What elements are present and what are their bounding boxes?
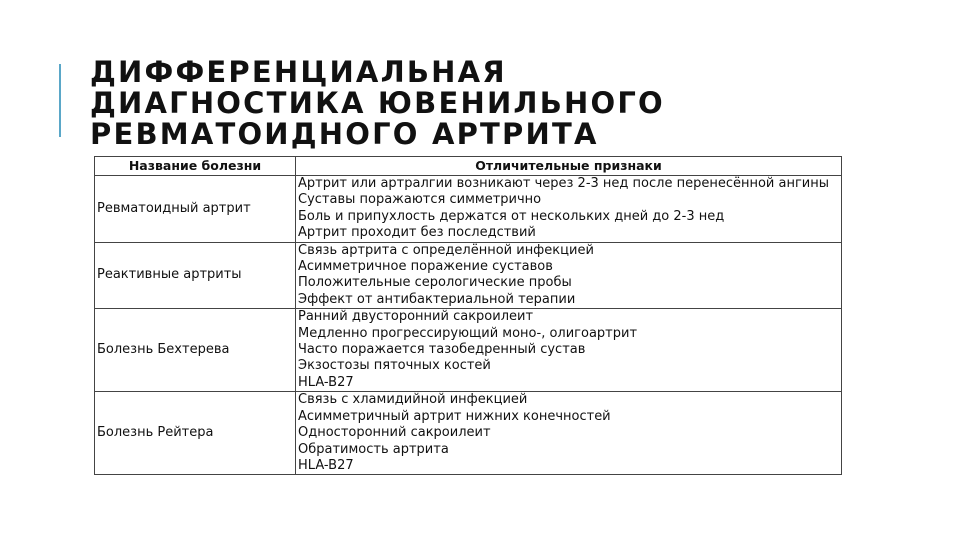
header-distinctive-signs: Отличительные признаки bbox=[296, 157, 842, 176]
sign-item: HLA-B27 bbox=[298, 374, 354, 390]
title-line: РЕВМАТОИДНОГО АРТРИТА bbox=[90, 117, 599, 151]
sign-item: HLA-B27 bbox=[298, 457, 354, 473]
sign-item: Артрит проходит без последствий bbox=[298, 225, 536, 241]
disease-name-cell: Болезнь Рейтера bbox=[95, 392, 296, 475]
sign-item: Асимметричное поражение суставов bbox=[298, 259, 553, 275]
sign-item: Связь с хламидийной инфекцией bbox=[298, 392, 528, 408]
table-row bbox=[95, 309, 842, 392]
title-line: ДИФФЕРЕНЦИАЛЬНАЯ bbox=[90, 55, 507, 89]
sign-item: Суставы поражаются симметрично bbox=[298, 192, 542, 208]
header-disease-name: Название болезни bbox=[95, 157, 296, 176]
sign-item: Боль и припухлость держатся от нескольких дней до 2-3 нед bbox=[298, 208, 725, 224]
table-row bbox=[95, 176, 842, 243]
sign-item: Экзостозы пяточных костей bbox=[298, 358, 491, 374]
sign-item: Обратимость артрита bbox=[298, 441, 449, 457]
title-accent-bar bbox=[59, 64, 61, 137]
signs-cell bbox=[296, 309, 842, 392]
table-header-row bbox=[95, 157, 842, 176]
sign-item: Медленно прогрессирующий моно-, олигоартрит bbox=[298, 325, 638, 341]
signs-cell bbox=[296, 242, 842, 309]
sign-item: Часто поражается тазобедренный сустав bbox=[298, 342, 586, 358]
sign-item: Эффект от антибактериальной терапии bbox=[298, 291, 576, 307]
sign-item: Положительные серологические пробы bbox=[298, 275, 572, 291]
title-line: ДИАГНОСТИКА ЮВЕНИЛЬНОГО bbox=[90, 86, 665, 120]
signs-cell bbox=[296, 392, 842, 475]
table-row bbox=[95, 392, 842, 475]
sign-item: Асимметричный артрит нижних конечностей bbox=[298, 408, 611, 424]
disease-name-cell: Реактивные артриты bbox=[95, 242, 296, 309]
disease-name-cell: Ревматоидный артрит bbox=[95, 176, 296, 243]
slide-title bbox=[90, 57, 930, 150]
signs-cell bbox=[296, 176, 842, 243]
sign-item: Связь артрита с определённой инфекцией bbox=[298, 242, 594, 258]
differential-diagnosis-table bbox=[94, 156, 842, 475]
sign-item: Артрит или артралгии возникают через 2-3 нед после перенесённой ангины bbox=[298, 176, 830, 191]
sign-item: Ранний двусторонний сакроилеит bbox=[298, 309, 534, 325]
table-row bbox=[95, 242, 842, 309]
disease-name-cell: Болезнь Бехтерева bbox=[95, 309, 296, 392]
sign-item: Односторонний сакроилеит bbox=[298, 425, 491, 441]
